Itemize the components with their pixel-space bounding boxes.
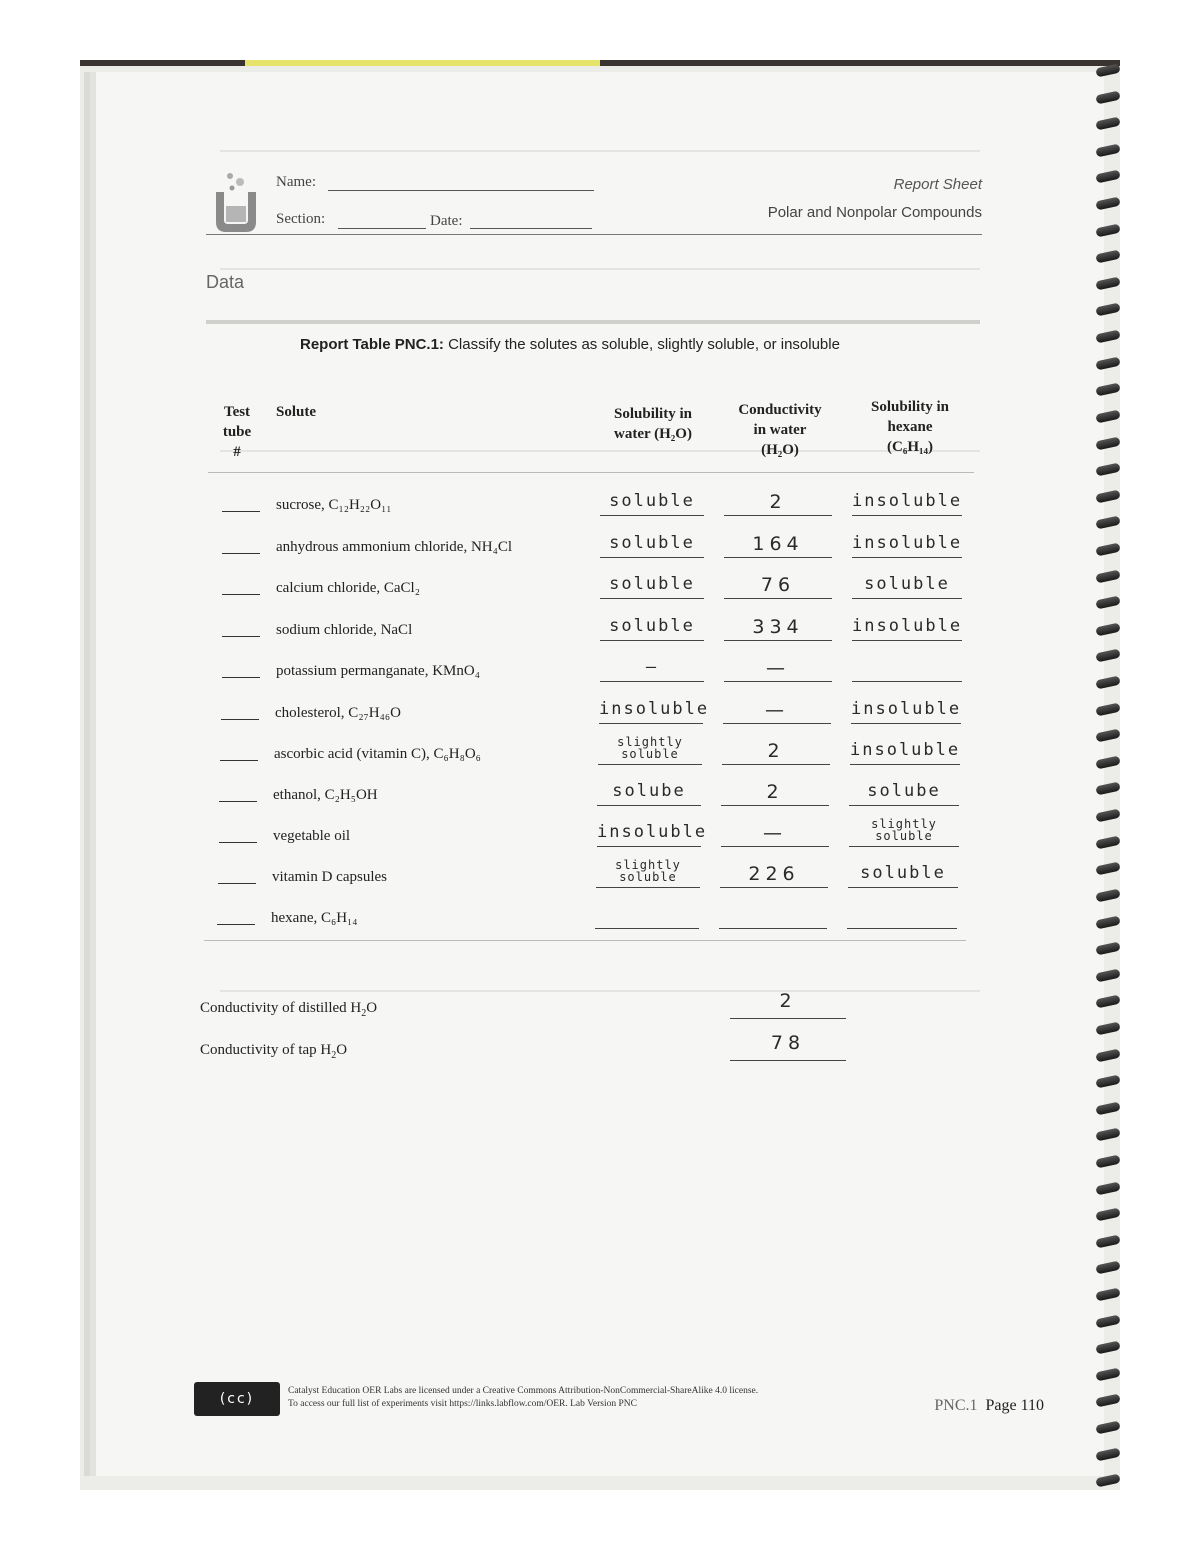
spiral-ring <box>1095 117 1120 131</box>
spiral-ring <box>1095 543 1120 557</box>
answer-line <box>721 846 829 847</box>
test-tube-number-blank[interactable] <box>220 760 258 761</box>
cc-license-icon: (cc) <box>194 1382 280 1416</box>
spiral-ring <box>1095 463 1120 477</box>
header-test-tube-line: tube <box>222 424 252 440</box>
spiral-ring <box>1095 1101 1120 1115</box>
worksheet-page <box>96 72 1104 1476</box>
answer-line <box>852 598 962 599</box>
header-solubility-hexane-line: (C₆H₁₄) <box>887 439 933 455</box>
solute-name: hexane, C₆H₁₄ <box>271 910 358 926</box>
conductivity-answer[interactable]: 2 <box>766 781 784 803</box>
water-answer[interactable]: soluble <box>609 574 695 594</box>
solute-name: vitamin D capsules <box>272 869 387 885</box>
solute-name: ethanol, C₂H₅OH <box>273 787 378 803</box>
conductivity-answer[interactable]: 2 <box>769 491 787 513</box>
conductivity-answer[interactable]: 164 <box>752 533 804 555</box>
test-tube-number-blank[interactable] <box>218 883 256 884</box>
spiral-ring <box>1095 968 1120 982</box>
experiment-title: Polar and Nonpolar Compounds <box>767 204 982 221</box>
section-code: PNC.1 <box>934 1397 978 1414</box>
spiral-binding <box>1096 66 1124 1486</box>
solute-name: calcium chloride, CaCl₂ <box>276 580 420 596</box>
spiral-ring <box>1095 1367 1120 1381</box>
spiral-ring <box>1095 64 1120 78</box>
water-answer[interactable] <box>598 736 702 760</box>
bleed-through <box>220 990 980 992</box>
water-answer[interactable]: soluble <box>609 616 695 636</box>
test-tube-number-blank[interactable] <box>222 553 260 554</box>
spiral-ring <box>1095 1234 1120 1248</box>
spiral-ring <box>1095 596 1120 610</box>
spiral-ring <box>1095 303 1120 317</box>
answer-line <box>724 598 832 599</box>
spiral-ring <box>1095 942 1120 956</box>
spiral-ring <box>1095 1394 1120 1408</box>
spiral-ring <box>1095 915 1120 929</box>
answer-line <box>852 681 962 682</box>
answer-word: slightly <box>615 858 681 872</box>
distilled-conductivity-line <box>730 1018 846 1019</box>
answer-line <box>850 764 960 765</box>
header-conductivity-line: in water <box>753 422 807 438</box>
license-line: Catalyst Education OER Labs are licensed under a Creative Commons Attribution-NonCommercial-ShareAlike 4.0 license. <box>288 1386 759 1396</box>
hexane-answer[interactable]: insoluble <box>851 699 962 719</box>
hexane-answer[interactable]: insoluble <box>852 491 963 511</box>
answer-line <box>720 887 828 888</box>
name-field[interactable] <box>328 190 594 191</box>
spiral-ring <box>1095 1128 1120 1142</box>
distilled-conductivity-label: Conductivity of distilled $H_2O$ <box>200 1000 378 1019</box>
spiral-ring <box>1095 383 1120 397</box>
page-number <box>934 1397 1044 1415</box>
hexane-answer[interactable]: soluble <box>860 863 946 883</box>
spiral-ring <box>1095 276 1120 290</box>
spiral-ring <box>1095 223 1120 237</box>
answer-line <box>724 640 832 641</box>
spiral-ring <box>1095 1075 1120 1089</box>
spiral-ring <box>1095 782 1120 796</box>
header-conductivity <box>724 400 836 460</box>
spiral-ring <box>1095 356 1120 370</box>
header-rule-bottom <box>208 472 974 473</box>
table-title-text: Classify the solutes as soluble, slightly soluble, or insoluble <box>443 336 840 353</box>
header-test-tube-line: # <box>233 444 241 460</box>
test-tube-number-blank[interactable] <box>219 842 257 843</box>
spiral-ring <box>1095 809 1120 823</box>
hexane-answer[interactable]: insoluble <box>852 616 963 636</box>
hexane-answer[interactable]: soluble <box>864 574 950 594</box>
solute-name: sucrose, C₁₂H₂₂O₁₁ <box>276 497 392 513</box>
water-answer[interactable]: solube <box>612 781 686 801</box>
water-answer[interactable]: soluble <box>609 491 695 511</box>
header-solubility-hexane <box>852 397 968 457</box>
solute-name: sodium chloride, NaCl <box>276 622 413 638</box>
hexane-answer[interactable]: insoluble <box>852 533 963 553</box>
header-rule <box>206 234 982 235</box>
test-tube-number-blank[interactable] <box>222 677 260 678</box>
flask-logo-icon <box>212 168 260 234</box>
spiral-ring <box>1095 1155 1120 1169</box>
test-tube-number-blank[interactable] <box>217 924 255 925</box>
spiral-ring <box>1095 410 1120 424</box>
test-tube-number-blank[interactable] <box>222 594 260 595</box>
answer-line <box>600 557 704 558</box>
spiral-ring <box>1095 1261 1120 1275</box>
solute-name: vegetable oil <box>273 828 351 844</box>
answer-word: slightly <box>617 735 683 749</box>
date-label: Date: <box>430 213 463 229</box>
bleed-through <box>220 268 980 270</box>
header-solubility-hexane-line: hexane <box>887 419 933 435</box>
header-solubility-water-line: water (H₂O) <box>614 426 692 442</box>
table-rule-bottom <box>204 940 966 941</box>
spiral-ring <box>1095 888 1120 902</box>
answer-line <box>852 557 962 558</box>
answer-line <box>598 764 702 765</box>
conductivity-answer[interactable]: 2 <box>767 740 785 762</box>
header-solubility-water-line: Solubility in <box>614 406 692 422</box>
page-label: Page 110 <box>985 1397 1044 1414</box>
spiral-ring <box>1095 330 1120 344</box>
answer-line <box>600 515 704 516</box>
conductivity-answer[interactable]: 76 <box>760 574 796 596</box>
tap-conductivity-line <box>730 1060 846 1061</box>
spiral-ring <box>1095 250 1120 264</box>
hexane-answer[interactable]: insoluble <box>850 740 961 760</box>
spiral-ring <box>1095 995 1120 1009</box>
license-line: To access our full list of experiments visit https://links.labflow.com/OER. Lab Version PNC <box>288 1399 637 1409</box>
answer-line <box>724 557 832 558</box>
test-tube-number-blank[interactable] <box>219 801 257 802</box>
answer-line <box>722 764 830 765</box>
solute-name: cholesterol, C₂₇H₄₆O <box>275 705 401 721</box>
spiral-ring <box>1095 649 1120 663</box>
water-answer[interactable]: — <box>645 657 659 677</box>
spiral-ring <box>1095 489 1120 503</box>
spiral-ring <box>1095 1421 1120 1435</box>
answer-line <box>852 640 962 641</box>
answer-line <box>721 805 829 806</box>
spiral-ring <box>1095 1288 1120 1302</box>
spiral-ring <box>1095 1181 1120 1195</box>
spiral-ring <box>1095 90 1120 104</box>
license-text <box>288 1385 758 1411</box>
data-heading: Data <box>206 272 245 292</box>
tap-conductivity-label: Conductivity of tap $H_2O$ <box>200 1042 348 1061</box>
answer-line <box>599 723 703 724</box>
answer-line <box>849 805 959 806</box>
hexane-answer[interactable]: solube <box>867 781 941 801</box>
answer-line <box>719 928 827 929</box>
answer-word: soluble <box>619 870 677 884</box>
solute-name: ascorbic acid (vitamin C), C₆H₈O₆ <box>274 746 481 762</box>
answer-line <box>852 515 962 516</box>
header-test-tube-line: Test <box>223 404 251 420</box>
water-answer[interactable]: insoluble <box>597 822 708 842</box>
answer-line <box>600 598 704 599</box>
spiral-ring <box>1095 1022 1120 1036</box>
header-conductivity-line: (H₂O) <box>761 442 799 458</box>
conductivity-answer[interactable]: — <box>765 699 789 721</box>
section-label: Section: <box>276 211 326 227</box>
header-conductivity-line: Conductivity <box>738 402 822 418</box>
conductivity-answer[interactable]: — <box>766 657 790 679</box>
answer-line <box>848 887 958 888</box>
conductivity-answer[interactable]: 226 <box>748 863 800 885</box>
solute-name: potassium permanganate, KMnO₄ <box>276 663 480 679</box>
water-answer[interactable]: insoluble <box>599 699 710 719</box>
bleed-through <box>220 150 980 152</box>
spiral-ring <box>1095 622 1120 636</box>
data-rule <box>206 320 980 324</box>
spiral-ring <box>1095 1208 1120 1222</box>
table-title-bold: Report Table PNC.1: <box>300 336 444 353</box>
distilled-conductivity-value[interactable]: 2 <box>779 990 797 1012</box>
spiral-ring <box>1095 436 1120 450</box>
header-solubility-water <box>598 404 708 444</box>
section-field[interactable] <box>338 228 426 229</box>
header-test-tube <box>212 402 262 462</box>
answer-line <box>851 723 961 724</box>
conductivity-answer[interactable]: 334 <box>752 616 804 638</box>
spiral-ring <box>1095 1048 1120 1062</box>
spiral-ring <box>1095 755 1120 769</box>
spiral-ring <box>1095 170 1120 184</box>
spiral-ring <box>1095 1314 1120 1328</box>
spiral-ring <box>1095 702 1120 716</box>
answer-line <box>596 887 700 888</box>
solute-name: anhydrous ammonium chloride, NH₄Cl <box>276 539 513 555</box>
answer-word: slightly <box>871 817 937 831</box>
water-answer[interactable] <box>596 859 700 883</box>
answer-line <box>849 846 959 847</box>
answer-line <box>724 681 832 682</box>
conductivity-answer[interactable]: — <box>763 822 787 844</box>
spiral-ring <box>1095 676 1120 690</box>
name-label: Name: <box>276 174 316 190</box>
report-sheet-label: Report Sheet <box>893 176 982 193</box>
spiral-ring <box>1095 835 1120 849</box>
header-solute: Solute <box>276 404 317 420</box>
test-tube-number-blank[interactable] <box>222 511 260 512</box>
spiral-ring <box>1095 862 1120 876</box>
answer-line <box>724 515 832 516</box>
spiral-ring <box>1095 197 1120 211</box>
table-title <box>300 336 840 353</box>
answer-line <box>597 846 701 847</box>
header-solubility-hexane-line: Solubility in <box>871 399 949 415</box>
hexane-answer[interactable] <box>849 818 959 842</box>
answer-line <box>723 723 831 724</box>
answer-word: soluble <box>621 747 679 761</box>
spiral-ring <box>1095 729 1120 743</box>
answer-line <box>597 805 701 806</box>
answer-word: soluble <box>875 829 933 843</box>
water-answer[interactable]: soluble <box>609 533 695 553</box>
spiral-ring <box>1095 1474 1120 1488</box>
test-tube-number-blank[interactable] <box>221 719 259 720</box>
answer-line <box>600 640 704 641</box>
spiral-ring <box>1095 516 1120 530</box>
test-tube-number-blank[interactable] <box>222 636 260 637</box>
answer-line <box>595 928 699 929</box>
tap-conductivity-value[interactable]: 78 <box>770 1032 806 1054</box>
answer-line <box>847 928 957 929</box>
date-field[interactable] <box>470 228 592 229</box>
spiral-ring <box>1095 569 1120 583</box>
spiral-ring <box>1095 143 1120 157</box>
spiral-ring <box>1095 1341 1120 1355</box>
spiral-ring <box>1095 1447 1120 1461</box>
answer-line <box>600 681 704 682</box>
